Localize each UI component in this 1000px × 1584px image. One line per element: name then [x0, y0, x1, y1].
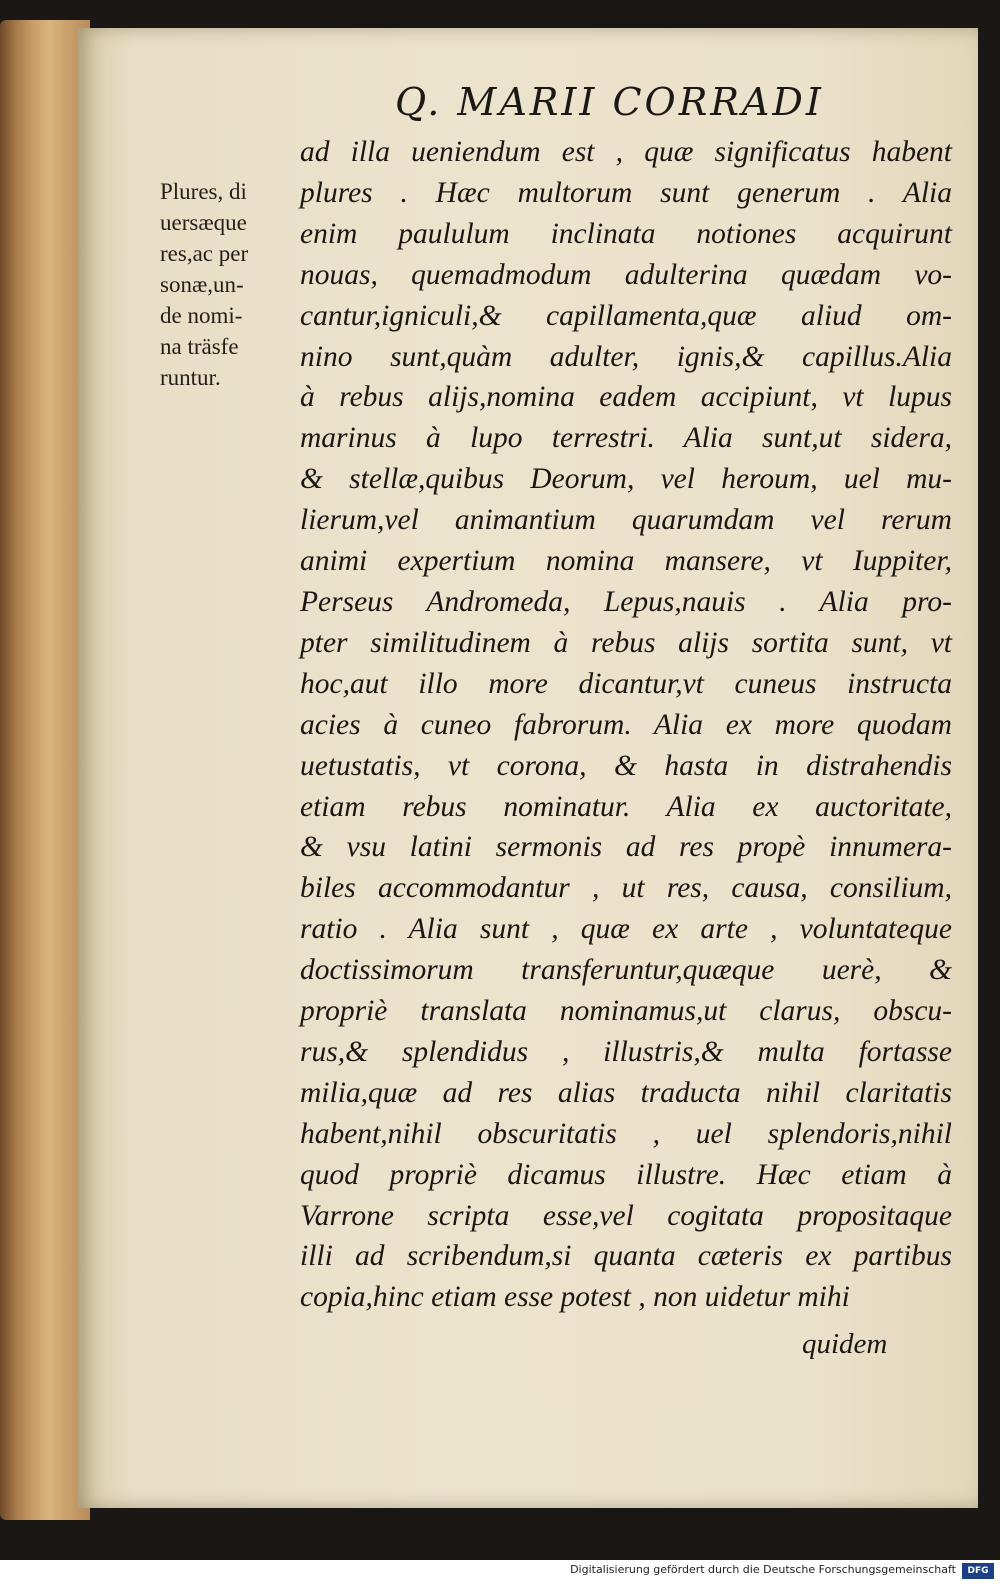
- body-text: [300, 132, 952, 1318]
- text-line: enim paululum inclinata notiones acquirunt: [300, 217, 952, 250]
- text-line: à rebus alijs,nomina eadem accipiunt, vt lupus: [300, 381, 952, 414]
- text-line: uetustatis, vt corona, & hasta in distrahendis: [300, 749, 952, 782]
- margin-note-line: Plures, di: [160, 179, 247, 204]
- text-line: quod propriè dicamus illustre. Hæc etiam à: [300, 1158, 952, 1191]
- text-line: doctissimorum transferuntur,quæque uerè, &: [300, 954, 952, 987]
- text-line: Varrone scripta esse,vel cogitata propositaque: [300, 1199, 952, 1232]
- text-line: ad illa ueniendum est , quæ significatus habent: [300, 136, 952, 168]
- text-line: habent,nihil obscuritatis , uel splendoris,nihil: [300, 1117, 952, 1150]
- margin-note-line: sonæ,un-: [160, 272, 244, 297]
- text-line: lierum,vel animantium quarumdam vel rerum: [300, 504, 952, 537]
- catchword: quidem: [802, 1328, 888, 1360]
- text-line: ratio . Alia sunt , quæ ex arte , voluntateque: [300, 913, 952, 946]
- text-line: propriè translata nominamus,ut clarus, obscu-: [300, 995, 952, 1028]
- footer-credit: Digitalisierung gefördert durch die Deutsche Forschungsgemeinschaft: [570, 1563, 956, 1576]
- text-line: rus,& splendidus , illustris,& multa fortasse: [300, 1035, 952, 1068]
- text-line: copia,hinc etiam esse potest , non uidetur mihi: [300, 1281, 850, 1314]
- text-line: animi expertium nomina mansere, vt Iuppiter,: [300, 545, 952, 578]
- text-line: & vsu latini sermonis ad res propè innumera-: [300, 831, 952, 864]
- running-head: Q. MARII CORRADI: [395, 80, 824, 124]
- text-line: milia,quæ ad res alias traducta nihil claritatis: [300, 1076, 952, 1109]
- text-line: plures . Hæc multorum sunt generum . Alia: [300, 176, 952, 209]
- margin-note-line: runtur.: [160, 365, 221, 390]
- text-line: pter similitudinem à rebus alijs sortita sunt, vt: [300, 626, 952, 659]
- text-line: nouas, quemadmodum adulterina quædam vo-: [300, 258, 952, 291]
- margin-note: [160, 176, 292, 393]
- text-line: marinus à lupo terrestri. Alia sunt,ut sidera,: [300, 422, 952, 455]
- margin-note-line: uersæque: [160, 210, 247, 235]
- margin-note-line: de nomi-: [160, 303, 243, 328]
- margin-note-line: na träsfe: [160, 334, 239, 359]
- text-line: nino sunt,quàm adulter, ignis,& capillus.Alia: [300, 340, 952, 373]
- book-edge: [0, 20, 90, 1520]
- text-line: & stellæ,quibus Deorum, vel heroum, uel mu-: [300, 463, 952, 496]
- text-line: biles accommodantur , ut res, causa, consilium,: [300, 872, 952, 905]
- dfg-logo-icon: DFG: [962, 1563, 994, 1579]
- text-line: Perseus Andromeda, Lepus,nauis . Alia pro-: [300, 585, 952, 618]
- text-line: cantur,igniculi,& capillamenta,quæ aliud om-: [300, 299, 952, 332]
- text-line: acies à cuneo fabrorum. Alia ex more quodam: [300, 708, 952, 741]
- text-line: hoc,aut illo more dicantur,vt cuneus instructa: [300, 667, 952, 700]
- text-line: illi ad scribendum,si quanta cæteris ex partibus: [300, 1240, 952, 1273]
- text-line: etiam rebus nominatur. Alia ex auctoritate,: [300, 790, 952, 823]
- margin-note-line: res,ac per: [160, 241, 249, 266]
